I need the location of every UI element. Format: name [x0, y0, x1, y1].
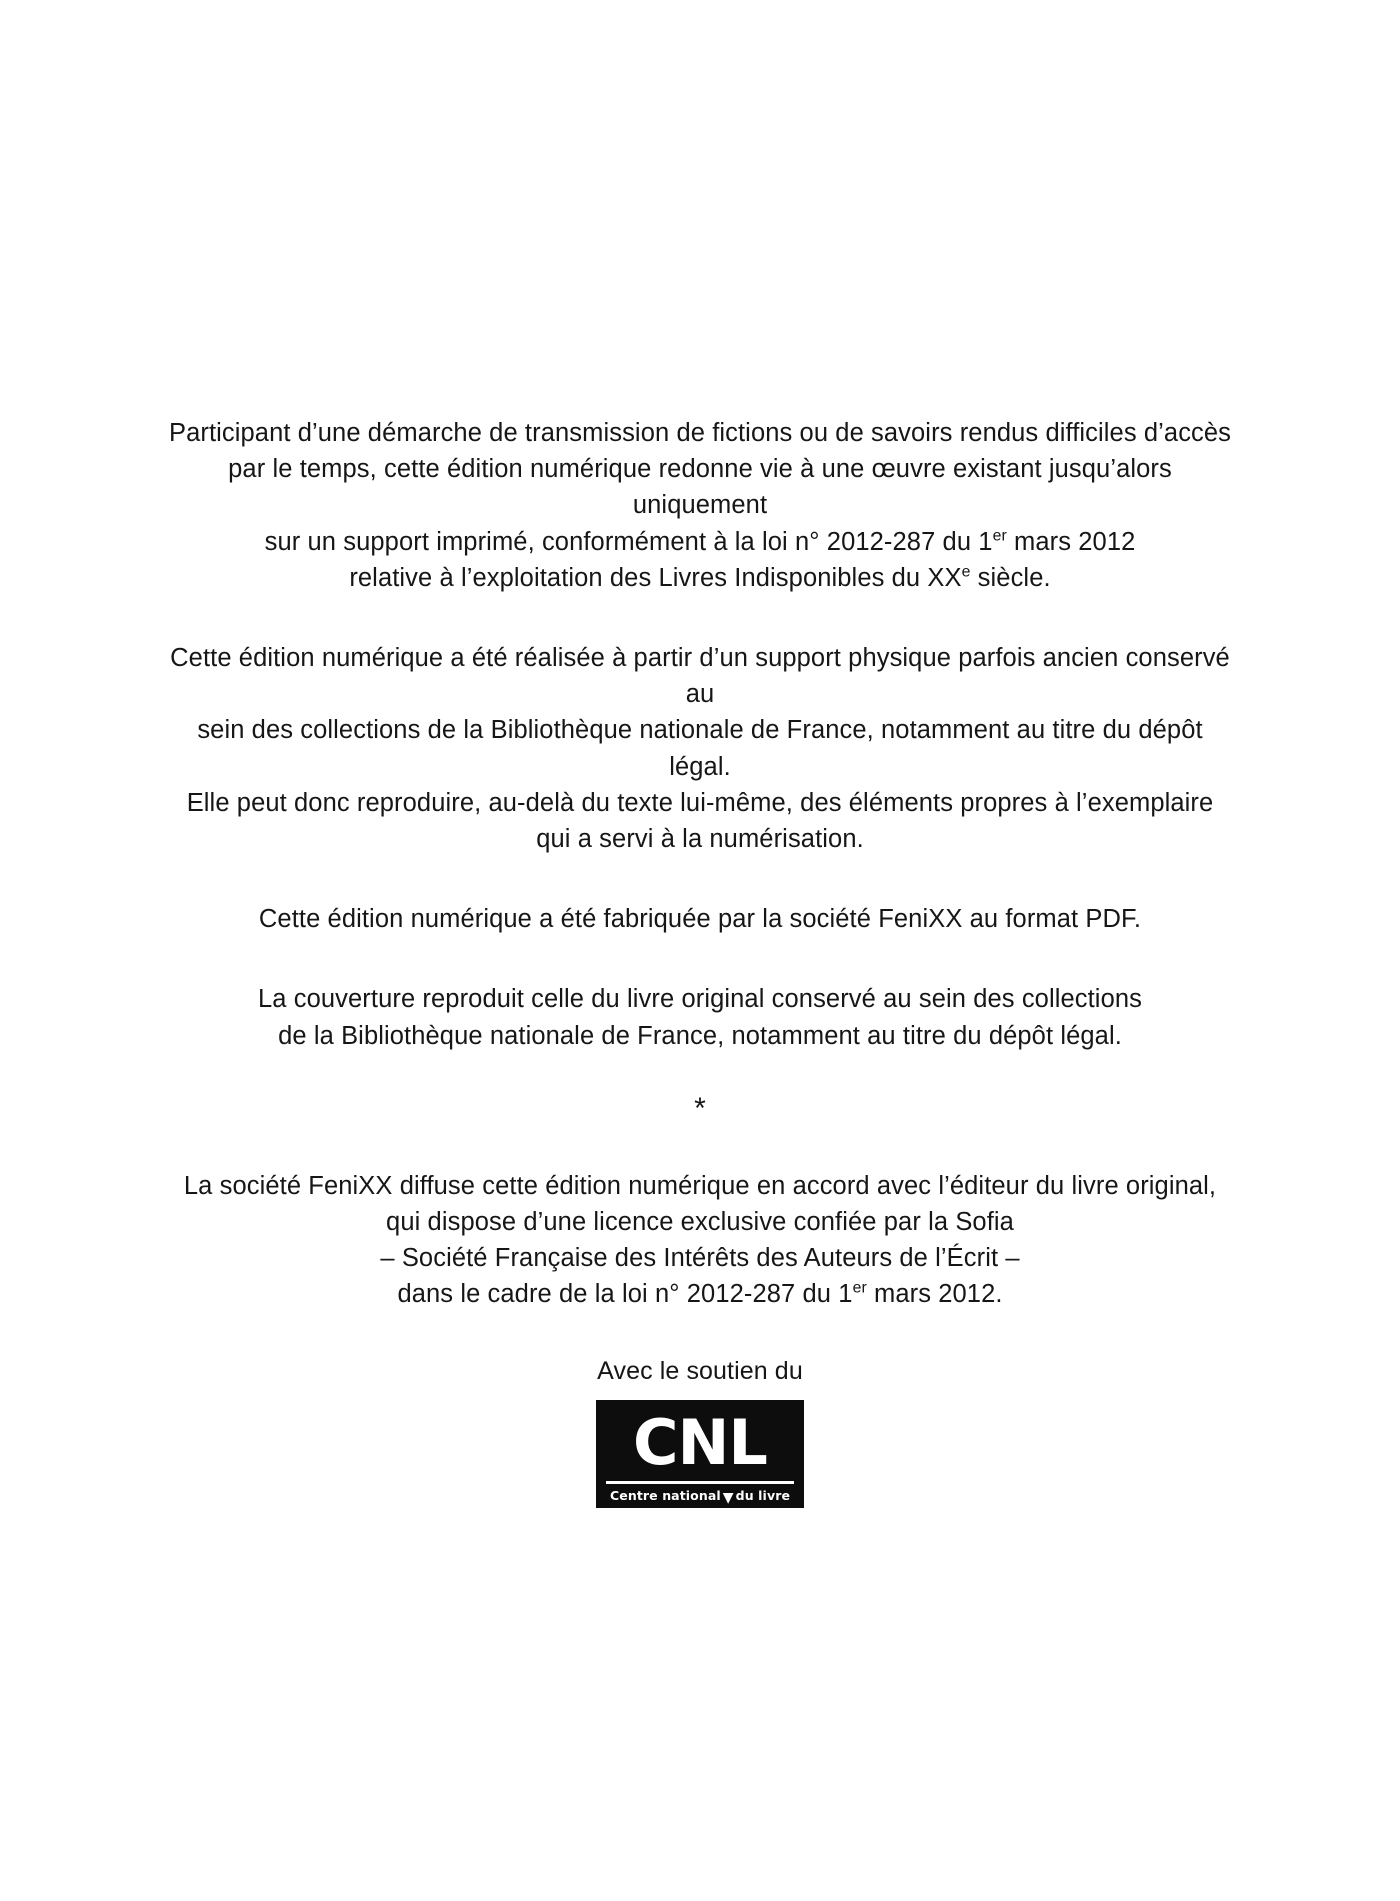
paragraph-cover: [168, 981, 1233, 1053]
paragraph-source: [168, 640, 1233, 857]
ordinal-century: e: [961, 563, 971, 581]
cnl-subtitle: [596, 1488, 804, 1504]
support-label: Avec le soutien du: [597, 1356, 803, 1385]
law-reference-1: 2012-287: [826, 527, 936, 556]
cnl-divider-bar: [606, 1481, 794, 1484]
paragraph-mission-line-2: par le temps, cette édition numérique redonne vie à une œuvre existant jusqu’alors uniquement: [228, 455, 1172, 520]
cnl-acronym: CNL: [633, 1405, 767, 1479]
paragraph-rights-line-2: qui dispose d’une licence exclusive confiée par la Sofia: [386, 1208, 1014, 1237]
paragraph-rights: [168, 1168, 1233, 1313]
paragraph-rights-line-1: La société FeniXX diffuse cette édition numérique en accord avec l’éditeur du livre original,: [183, 1171, 1217, 1200]
paragraph-format-line-1: Cette édition numérique a été fabriquée par la société FeniXX au format PDF.: [258, 905, 1142, 934]
paragraph-format: [168, 901, 1233, 937]
cnl-subtitle-right: du livre: [735, 1487, 791, 1503]
paragraph-rights-line-4: dans le cadre de la loi n° 2012-287 du 1er mars 2012.: [397, 1279, 1003, 1309]
paragraph-cover-line-2: de la Bibliothèque nationale de France, notamment au titre du dépôt légal.: [278, 1021, 1122, 1050]
paragraph-source-line-4: qui a servi à la numérisation.: [536, 825, 864, 854]
paragraph-source-line-3: Elle peut donc reproduire, au-delà du texte lui-même, des éléments propres à l’exemplaire: [186, 788, 1214, 817]
paragraph-mission-line-3: sur un support imprimé, conformément à la loi n° 2012-287 du 1er mars 2012: [264, 527, 1136, 556]
cnl-check-icon: ▼: [722, 1489, 734, 1506]
paragraph-mission-line-1: Participant d’une démarche de transmission de fictions ou de savoirs rendus difficiles d’accès: [168, 419, 1232, 447]
law-reference-2: 2012-287: [686, 1280, 796, 1309]
paragraph-mission-line-4: relative à l’exploitation des Livres Indisponibles du XXe siècle.: [349, 563, 1051, 592]
cnl-logo-wrapper: [596, 1400, 804, 1508]
separator-asterisk: *: [694, 1091, 706, 1125]
ordinal-first-1: er: [992, 527, 1007, 545]
ordinal-first-2: er: [852, 1279, 867, 1297]
paragraph-rights-line-3: – Société Française des Intérêts des Auteurs de l’Écrit –: [380, 1244, 1020, 1273]
paragraph-source-line-2: sein des collections de la Bibliothèque nationale de France, notamment au titre du dépôt légal.: [197, 716, 1203, 781]
paragraph-source-line-1: Cette édition numérique a été réalisée à partir d’un support physique parfois ancien conservé au: [170, 644, 1230, 709]
paragraph-cover-line-1: La couverture reproduit celle du livre original conservé au sein des collections: [258, 985, 1142, 1014]
cnl-logo: [596, 1400, 804, 1508]
cnl-subtitle-left: Centre national: [609, 1487, 721, 1503]
paragraph-mission: [168, 415, 1233, 596]
